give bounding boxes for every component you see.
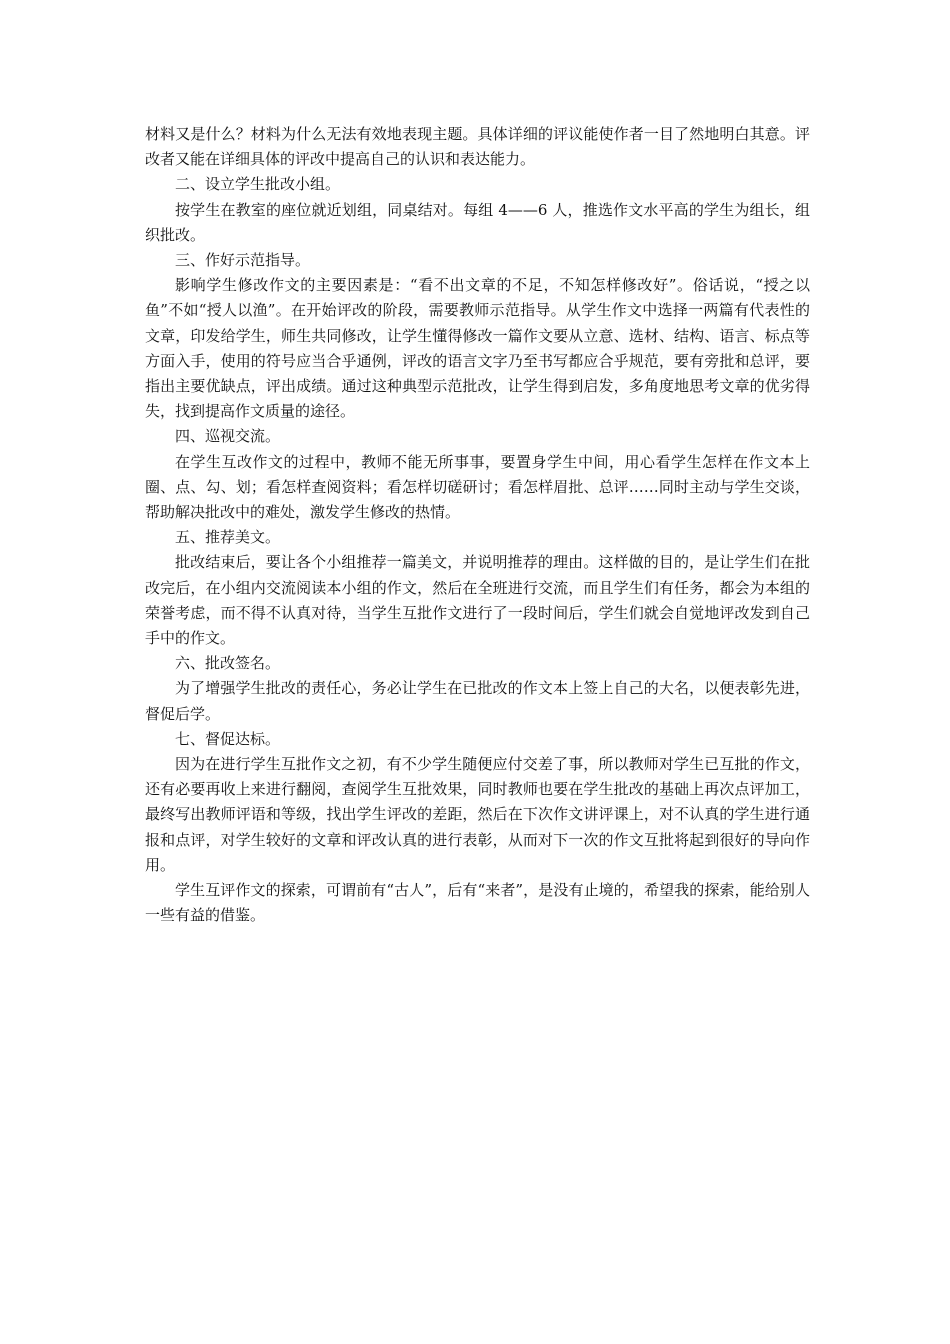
paragraph-groups: 按学生在教室的座位就近划组，同桌结对。每组 4——6 人，推选作文水平高的学生为组长，组织批改。 bbox=[145, 200, 810, 244]
paragraph-demonstration: 影响学生修改作文的主要因素是：“看不出文章的不足，不知怎样修改好”。俗话说，“授之以鱼”不如“授人以渔”。在开始评改的阶段，需要教师示范指导。从学生作文中选择一两篇有代表性的文章，印发给学生，师生共同修改，让学生懂得修改一篇作文要从立意、选材、结构、语言、标点等方面入手，使用的符号应当合乎通例，评改的语言文字乃至书写都应合乎规范，要有旁批和总评，要指出主要优缺点，评出成绩。通过这种典型示范批改，让学生得到启发，多角度地思考文章的优劣得失，找到提高作文质量的途径。 bbox=[145, 276, 810, 421]
section-heading-7: 七、督促达标。 bbox=[175, 729, 281, 748]
document-body bbox=[145, 122, 810, 929]
paragraph-intro-continued: 材料又是什么？材料为什么无法有效地表现主题。具体详细的评议能使作者一目了然地明白其意。评改者又能在详细具体的评改中提高自己的认识和表达能力。 bbox=[145, 125, 810, 169]
paragraph-supervise: 因为在进行学生互批作文之初，有不少学生随便应付交差了事，所以教师对学生已互批的作文，还有必要再收上来进行翻阅，查阅学生互批效果，同时教师也要在学生批改的基础上再次点评加工，最终写出教师评语和等级，找出学生评改的差距，然后在下次作文讲评课上，对不认真的学生进行通报和点评，对学生较好的文章和评改认真的进行表彰，从而对下一次的作文互批将起到很好的导向作用。 bbox=[145, 755, 810, 874]
section-heading-4: 四、巡视交流。 bbox=[175, 427, 281, 446]
section-heading-6: 六、批改签名。 bbox=[175, 654, 281, 673]
section-heading-2: 二、设立学生批改小组。 bbox=[175, 175, 341, 194]
paragraph-recommend: 批改结束后，要让各个小组推荐一篇美文，并说明推荐的理由。这样做的目的，是让学生们在批改完后，在小组内交流阅读本小组的作文，然后在全班进行交流，而且学生们有任务，都会为本组的荣誉考虑，而不得不认真对待，当学生互批作文进行了一段时间后，学生们就会自觉地评改发到自己手中的作文。 bbox=[145, 553, 810, 648]
section-heading-5: 五、推荐美文。 bbox=[175, 528, 281, 547]
paragraph-patrol: 在学生互改作文的过程中，教师不能无所事事，要置身学生中间，用心看学生怎样在作文本上圈、点、勾、划；看怎样查阅资料；看怎样切磋研讨；看怎样眉批、总评……同时主动与学生交谈，帮助解决批改中的难处，激发学生修改的热情。 bbox=[145, 452, 810, 522]
paragraph-signature: 为了增强学生批改的责任心，务必让学生在已批改的作文本上签上自己的大名，以便表彰先进，督促后学。 bbox=[145, 679, 810, 723]
section-heading-3: 三、作好示范指导。 bbox=[175, 251, 311, 270]
paragraph-conclusion: 学生互评作文的探索，可谓前有“古人”，后有“来者”，是没有止境的，希望我的探索，能给别人一些有益的借鉴。 bbox=[145, 881, 810, 925]
